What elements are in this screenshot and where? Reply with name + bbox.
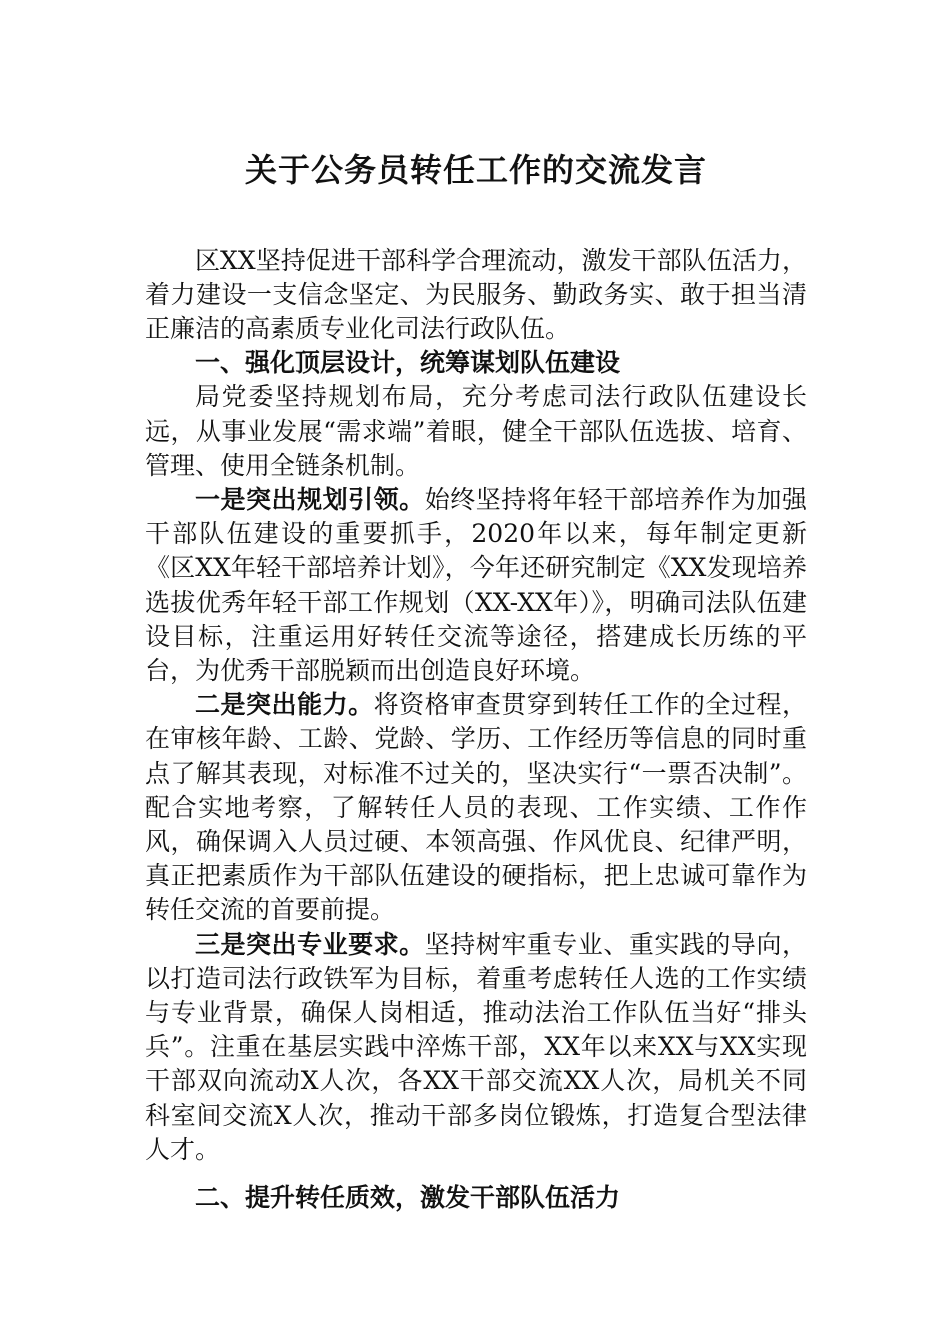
section-1-heading: 一、强化顶层设计，统筹谋划队伍建设 (195, 348, 621, 378)
document-title: 关于公务员转任工作的交流发言 (244, 151, 707, 189)
point-2-text: 将资格审查贯穿到转任工作的全过程，在审核年龄、工龄、党龄、学历、工作经历等信息的同时重点了解其表现，对标准不过关的，坚决实行“一票否决制”。配合实地考察，了解转任人员的表现、工作实绩、工作作风，确保调入人员过硬、本领高强、作风优良、纪律严明，真正把素质作为干部队伍建设的硬指标，把上忠诚可靠作为转任交流的首要前提。 (145, 690, 807, 925)
point-2-lead: 二是突出能力。 (195, 690, 374, 720)
point-3-text: 坚持树牢重专业、重实践的导向，以打造司法行政铁军为目标，着重考虑转任人选的工作实绩与专业背景，确保人岗相适，推动法治工作队伍当好“排头兵”。注重在基层实践中淬炼干部，XX年以来XX与XX实现干部双向流动X人次，各XX干部交流XX人次，局机关不同科室间交流X人次，推动干部多岗位锻炼，打造复合型法律人才。 (145, 929, 807, 1164)
point-2-paragraph (145, 688, 807, 927)
intro-paragraph: 区XX坚持促进干部科学合理流动，激发干部队伍活力，着力建设一支信念坚定、为民服务、勤政务实、敢于担当清正廉洁的高素质专业化司法行政队伍。 (145, 245, 807, 343)
point-3-paragraph (145, 928, 807, 1167)
point-1-lead: 一是突出规划引领。 (195, 485, 425, 515)
point-3-lead: 三是突出专业要求。 (195, 929, 425, 959)
section-1-body: 局党委坚持规划布局，充分考虑司法行政队伍建设长远，从事业发展“需求端”着眼，健全干部队伍选拔、培育、管理、使用全链条机制。 (145, 382, 807, 480)
point-1-paragraph (145, 483, 807, 688)
document-page (145, 150, 807, 1215)
point-1-text: 始终坚持将年轻干部培养作为加强干部队伍建设的重要抓手，2020年以来，每年制定更新《区XX年轻干部培养计划》，今年还研究制定《XX发现培养选拔优秀年轻干部工作规划（XX-XX年）》，明确司法队伍建设目标，注重运用好转任交流等途径，搭建成长历练的平台，为优秀干部脱颖而出创造良好环境。 (145, 485, 807, 686)
section-2-heading: 二、提升转任质效，激发干部队伍活力 (195, 1183, 621, 1213)
